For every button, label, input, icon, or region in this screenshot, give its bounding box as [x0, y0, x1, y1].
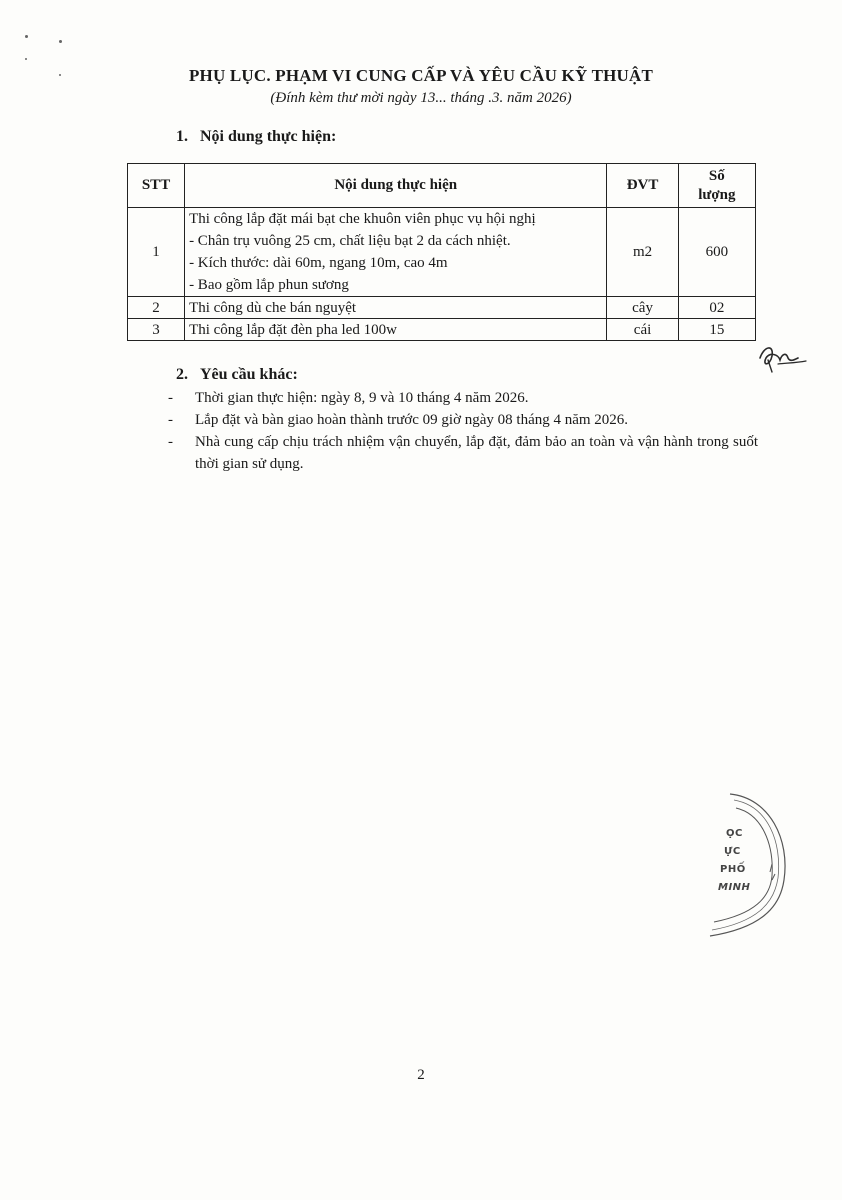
row-content-line: Thi công lắp đặt mái bạt che khuôn viên phục vụ hội nghị [189, 211, 536, 227]
stamp-text-line: ỰC [724, 846, 741, 857]
table-header-row [128, 164, 756, 208]
document-title: PHỤ LỤC. PHẠM VI CUNG CẤP VÀ YÊU CẦU KỸ THUẬT [188, 66, 654, 85]
list-item-text: Lắp đặt và bàn giao hoàn thành trước 09 giờ ngày 08 tháng 4 năm 2026. [195, 412, 629, 428]
stamp-text-line: PHỐ [720, 864, 746, 875]
list-bullet: - [168, 390, 173, 406]
row-stt: 1 [128, 208, 185, 297]
stamp-text-line: ỌC [726, 828, 743, 839]
list-item [168, 431, 758, 475]
row-stt: 2 [128, 297, 185, 319]
table-row [128, 208, 756, 297]
table-row [128, 297, 756, 319]
list-item [168, 409, 758, 431]
header-unit: ĐVT [607, 164, 678, 208]
row-unit: cái [607, 319, 678, 341]
row-content: Thi công lắp đặt đèn pha led 100w [185, 319, 607, 341]
stamp-ring-icon [700, 790, 800, 940]
row-content: Thi công dù che bán nguyệt [185, 297, 607, 319]
list-item-text: Thời gian thực hiện: ngày 8, 9 và 10 tháng 4 năm 2026. [195, 390, 529, 406]
section-2-heading [176, 366, 298, 384]
section-2-title: Yêu cầu khác: [200, 366, 298, 383]
scan-speck [25, 35, 28, 38]
row-content-line: - Kích thước: dài 60m, ngang 10m, cao 4m [189, 255, 448, 271]
scan-speck [25, 58, 27, 60]
list-bullet: - [168, 412, 173, 428]
row-content-line: - Bao gồm lắp phun sương [189, 277, 349, 293]
row-unit: m2 [607, 208, 678, 297]
section-1-title: Nội dung thực hiện: [200, 128, 337, 145]
scope-table [127, 163, 756, 341]
header-content: Nội dung thực hiện [185, 164, 607, 208]
row-quantity: 600 [678, 208, 755, 297]
list-item [168, 387, 758, 409]
list-bullet: - [168, 434, 173, 450]
section-1-heading [176, 128, 336, 146]
section-1-number: 1. [176, 128, 188, 145]
table-row [128, 319, 756, 341]
header-quantity-line1: Số [708, 167, 725, 184]
header-stt: STT [128, 164, 185, 208]
list-item-text: Nhà cung cấp chịu trách nhiệm vận chuyển, lắp đặt, đảm bảo an toàn và vận hành trong suốt thời gian sử dụng. [195, 434, 758, 472]
document-subtitle: (Đính kèm thư mời ngày 13... tháng .3. năm 2026) [270, 90, 572, 106]
handwritten-initials [754, 336, 810, 376]
row-quantity: 15 [678, 319, 755, 341]
section-2-number: 2. [176, 366, 188, 383]
header-quantity [678, 164, 755, 208]
requirements-list [168, 387, 758, 475]
row-stt: 3 [128, 319, 185, 341]
row-unit: cây [607, 297, 678, 319]
page-number: 2 [417, 1067, 425, 1083]
row-quantity: 02 [678, 297, 755, 319]
row-content-line: - Chân trụ vuông 25 cm, chất liệu bạt 2 da cách nhiệt. [189, 233, 511, 249]
row-content [185, 208, 607, 297]
stamp-text-line: MINH [718, 882, 751, 893]
header-quantity-line2: lượng [698, 186, 736, 203]
scan-speck [59, 40, 62, 43]
